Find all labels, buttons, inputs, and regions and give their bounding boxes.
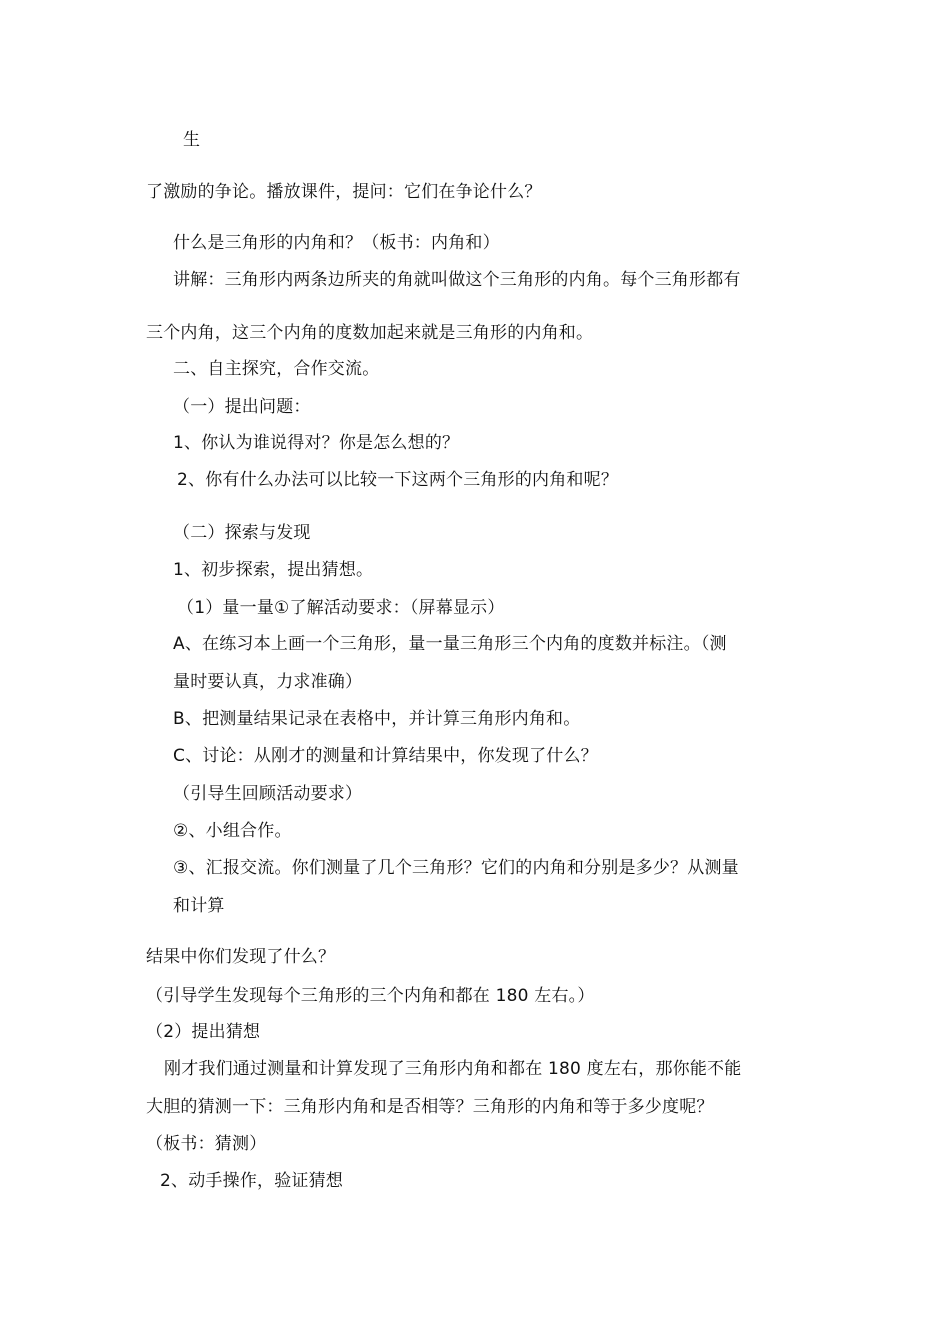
text-line: 三个内角，这三个内角的度数加起来就是三角形的内角和。 xyxy=(146,323,594,343)
text-line: A、在练习本上画一个三角形，量一量三角形三个内角的度数并标注。（测 xyxy=(173,634,727,654)
text-line: B、把测量结果记录在表格中，并计算三角形内角和。 xyxy=(173,709,581,729)
text-line: （1）量一量①了解活动要求：（屏幕显示） xyxy=(177,598,505,618)
text-line: C、讨论：从刚才的测量和计算结果中，你发现了什么？ xyxy=(173,746,598,766)
section-heading: 二、自主探究，合作交流。 xyxy=(173,359,380,379)
text-line: 什么是三角形的内角和？（板书：内角和） xyxy=(173,233,500,253)
text-line: 讲解：三角形内两条边所夹的角就叫做这个三角形的内角。每个三角形都有 xyxy=(173,270,741,290)
text-line: 1、你认为谁说得对？你是怎么想的？ xyxy=(173,433,460,453)
text-line: 和计算 xyxy=(173,896,225,916)
text-line: ③、汇报交流。你们测量了几个三角形？它们的内角和分别是多少？从测量 xyxy=(173,858,739,878)
text-line: 2、你有什么办法可以比较一下这两个三角形的内角和呢？ xyxy=(177,470,619,490)
text-line: 2、动手操作，验证猜想 xyxy=(160,1171,344,1191)
text-line: 了激励的争论。播放课件，提问：它们在争论什么？ xyxy=(146,182,542,202)
text-line: 生 xyxy=(183,130,201,150)
text-line: （2）提出猜想 xyxy=(146,1022,261,1042)
text-line: （板书：猜测） xyxy=(146,1134,267,1154)
subsection-heading: （二）探索与发现 xyxy=(173,523,311,543)
text-line: 刚才我们通过测量和计算发现了三角形内角和都在 180 度左右，那你能不能 xyxy=(164,1059,742,1079)
text-line: ②、小组合作。 xyxy=(173,821,292,841)
text-line: （引导生回顾活动要求） xyxy=(173,784,363,804)
text-line: 大胆的猜测一下：三角形内角和是否相等？三角形的内角和等于多少度呢？ xyxy=(146,1097,714,1117)
text-line: 1、初步探索，提出猜想。 xyxy=(173,560,374,580)
text-line: 结果中你们发现了什么？ xyxy=(146,947,336,967)
subsection-heading: （一）提出问题： xyxy=(173,397,311,417)
text-line: （引导学生发现每个三角形的三个内角和都在 180 左右。） xyxy=(146,986,595,1006)
text-line: 量时要认真，力求准确） xyxy=(173,672,363,692)
